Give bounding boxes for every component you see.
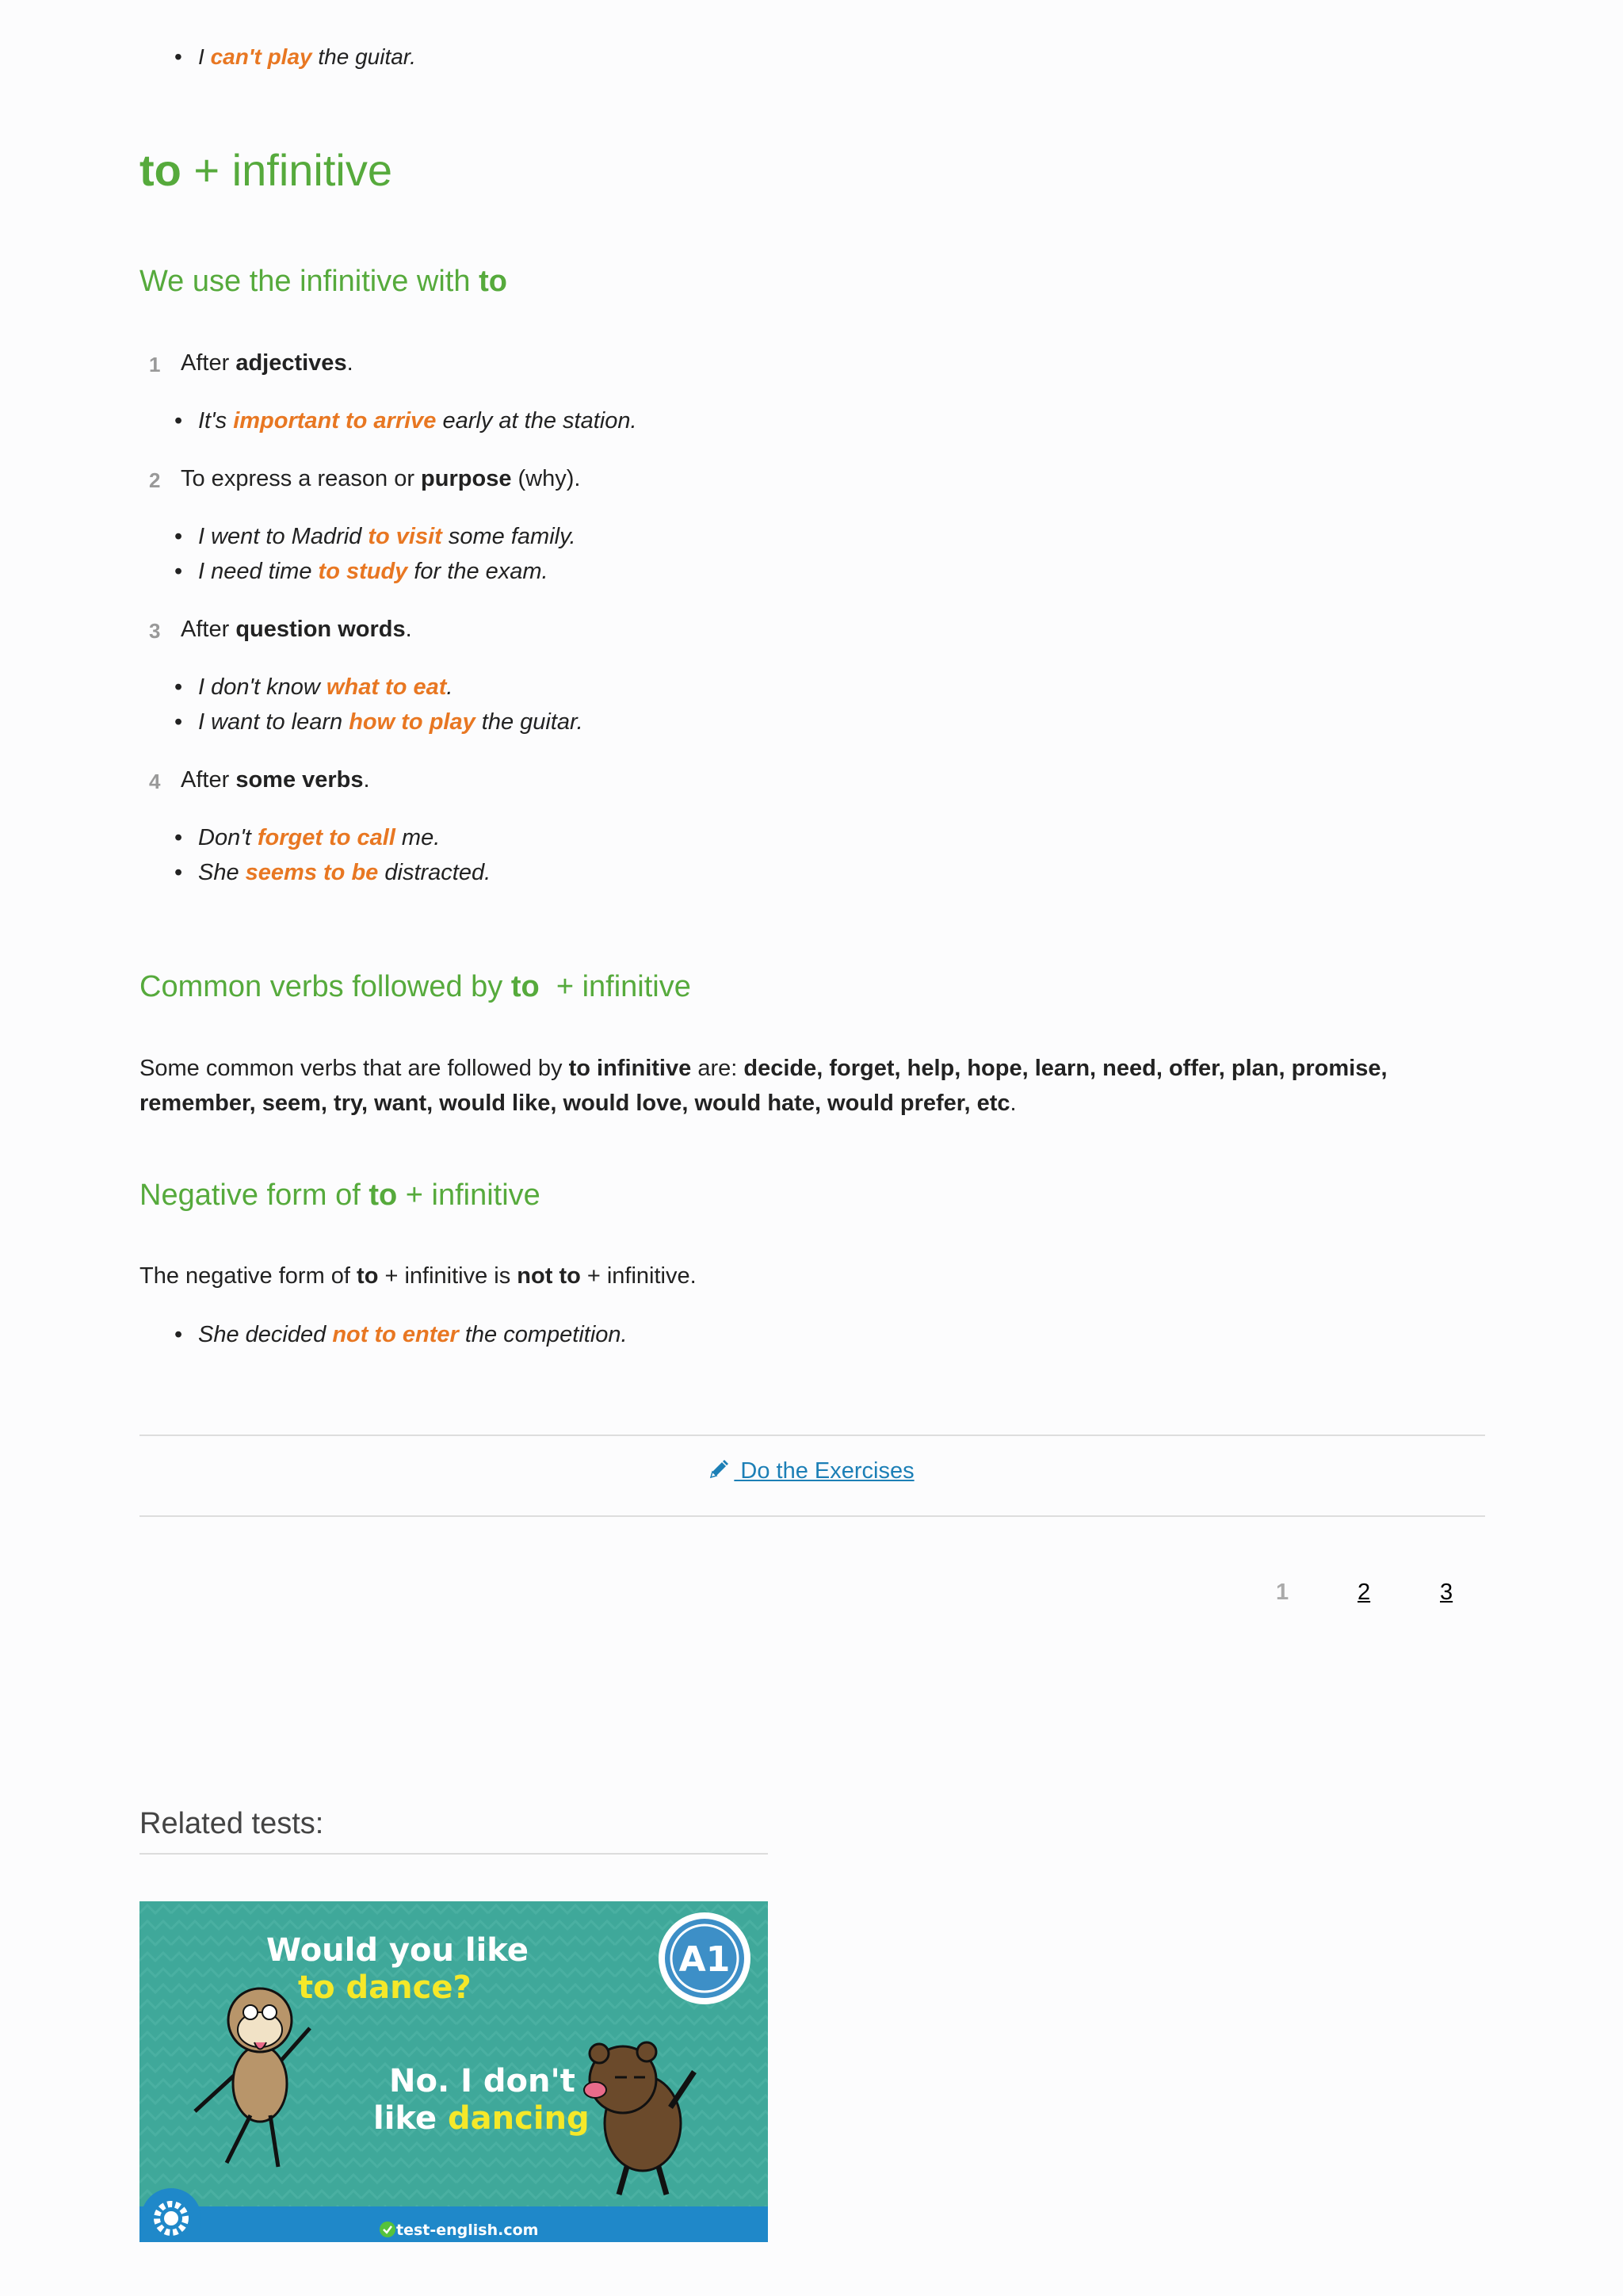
site-name: test-english.com bbox=[396, 2222, 539, 2239]
pagination-page-2[interactable]: 2 bbox=[1358, 1580, 1371, 1605]
divider bbox=[139, 1515, 1485, 1517]
rule-number: 4 bbox=[149, 770, 161, 793]
usage-heading: We use the infinitive with to bbox=[139, 265, 507, 298]
list-item: • It's important to arrive early at the station. bbox=[198, 408, 637, 434]
card-line-3: No. I don't bbox=[389, 2063, 575, 2099]
level-badge bbox=[659, 1912, 750, 2004]
check-icon bbox=[380, 2222, 395, 2237]
rule-text: After some verbs. bbox=[181, 767, 370, 793]
divider bbox=[139, 1435, 1485, 1436]
list-item: • Don't forget to call me. bbox=[198, 825, 440, 851]
rule-number: 1 bbox=[149, 353, 161, 376]
card-line-2: to dance? bbox=[298, 1969, 472, 2006]
list-item: • I can't play the guitar. bbox=[198, 44, 416, 70]
list-item: • She seems to be distracted. bbox=[198, 860, 491, 886]
rule-number: 3 bbox=[149, 619, 161, 643]
list-item: • She decided not to enter the competition. bbox=[198, 1322, 628, 1348]
common-verbs-paragraph: Some common verbs that are followed by to infinitive are: decide, forget, help, hope, learn, need, offer, plan, promise, remember, seem, try, want, would like, would love, would hate, would prefer, etc. bbox=[139, 1056, 1388, 1116]
rule-text: After adjectives. bbox=[181, 350, 353, 376]
rule-number: 2 bbox=[149, 468, 161, 492]
list-item: • I need time to study for the exam. bbox=[198, 559, 548, 585]
negative-form-paragraph: The negative form of to + infinitive is not to + infinitive. bbox=[139, 1263, 697, 1289]
related-tests-title: Related tests: bbox=[139, 1807, 324, 1840]
card-line-1: Would you like bbox=[266, 1932, 529, 1969]
exercises-link-row bbox=[0, 1458, 1623, 1486]
negative-form-heading: Negative form of to + infinitive bbox=[139, 1179, 540, 1212]
list-item: • I don't know what to eat. bbox=[198, 674, 453, 701]
rule-text: To express a reason or purpose (why). bbox=[181, 466, 581, 491]
page-title: to + infinitive bbox=[139, 145, 392, 195]
related-test-card[interactable] bbox=[139, 1901, 768, 2242]
do-exercises-link[interactable]: Do the Exercises bbox=[708, 1458, 914, 1484]
card-line-4: like dancing bbox=[373, 2100, 590, 2137]
pencil-icon bbox=[708, 1459, 729, 1486]
rule-text: After question words. bbox=[181, 617, 412, 642]
list-item: • I went to Madrid to visit some family. bbox=[198, 524, 576, 550]
pagination-page-3[interactable]: 3 bbox=[1440, 1580, 1453, 1605]
list-item: • I want to learn how to play the guitar. bbox=[198, 709, 583, 735]
common-verbs-heading: Common verbs followed by to + infinitive bbox=[139, 970, 691, 1003]
svg-text:A1: A1 bbox=[678, 1939, 731, 1980]
divider bbox=[139, 1853, 768, 1855]
pagination-current: 1 bbox=[1276, 1580, 1289, 1605]
